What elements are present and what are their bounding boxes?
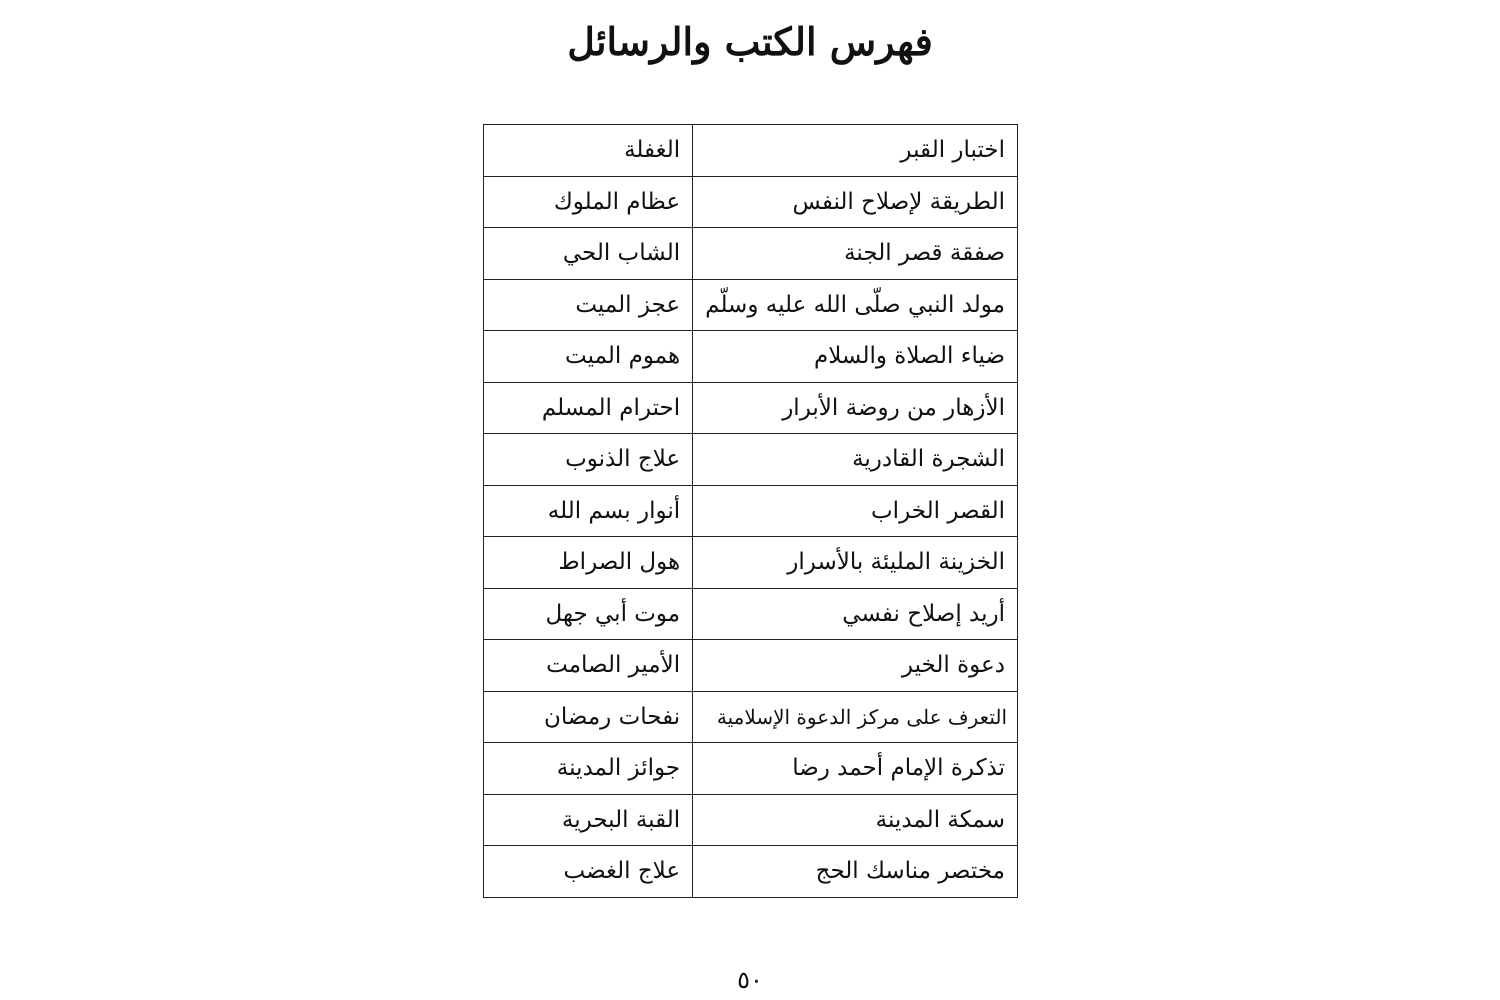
books-index-table	[483, 124, 1018, 898]
book-title-cell: علاج الغضب	[484, 846, 693, 898]
book-title-cell: عظام الملوك	[484, 176, 693, 228]
book-title-cell: التعرف على مركز الدعوة الإسلامية	[693, 691, 1018, 743]
book-title-cell: الطريقة لإصلاح النفس	[693, 176, 1018, 228]
book-title-cell: علاج الذنوب	[484, 434, 693, 486]
table-row	[484, 743, 1018, 795]
table-row	[484, 640, 1018, 692]
book-title-cell: موت أبي جهل	[484, 588, 693, 640]
table-row	[484, 588, 1018, 640]
book-title-cell: الشجرة القادرية	[693, 434, 1018, 486]
book-title-cell: القبة البحرية	[484, 794, 693, 846]
book-title-cell: القصر الخراب	[693, 485, 1018, 537]
book-title-cell: صفقة قصر الجنة	[693, 228, 1018, 280]
book-title-cell: الشاب الحي	[484, 228, 693, 280]
table-row	[484, 846, 1018, 898]
table-row	[484, 228, 1018, 280]
table-row	[484, 176, 1018, 228]
book-title-cell: الأزهار من روضة الأبرار	[693, 382, 1018, 434]
book-title-cell: أريد إصلاح نفسي	[693, 588, 1018, 640]
table-row	[484, 279, 1018, 331]
book-title-cell: اختبار القبر	[693, 125, 1018, 177]
table-row	[484, 794, 1018, 846]
book-title-cell: ضياء الصلاة والسلام	[693, 331, 1018, 383]
table-row	[484, 331, 1018, 383]
book-title-cell: دعوة الخير	[693, 640, 1018, 692]
book-title-cell: الغفلة	[484, 125, 693, 177]
book-title-cell: نفحات رمضان	[484, 691, 693, 743]
book-title-cell: جوائز المدينة	[484, 743, 693, 795]
book-title-cell: الأمير الصامت	[484, 640, 693, 692]
book-title-cell: مختصر مناسك الحج	[693, 846, 1018, 898]
book-title-cell: تذكرة الإمام أحمد رضا	[693, 743, 1018, 795]
table-row	[484, 125, 1018, 177]
book-title-cell: احترام المسلم	[484, 382, 693, 434]
table-row	[484, 537, 1018, 589]
table-row	[484, 485, 1018, 537]
book-title-cell: هموم الميت	[484, 331, 693, 383]
book-title-cell: عجز الميت	[484, 279, 693, 331]
book-title-cell: هول الصراط	[484, 537, 693, 589]
table-row	[484, 691, 1018, 743]
book-title-cell: الخزينة المليئة بالأسرار	[693, 537, 1018, 589]
book-title-cell: سمكة المدينة	[693, 794, 1018, 846]
book-title-cell: أنوار بسم الله	[484, 485, 693, 537]
book-title-cell: مولد النبي صلّى الله عليه وسلّم	[693, 279, 1018, 331]
page-title: فهرس الكتب والرسائل	[567, 19, 933, 64]
table-row	[484, 382, 1018, 434]
page-number: ٥٠	[737, 966, 763, 994]
table-row	[484, 434, 1018, 486]
